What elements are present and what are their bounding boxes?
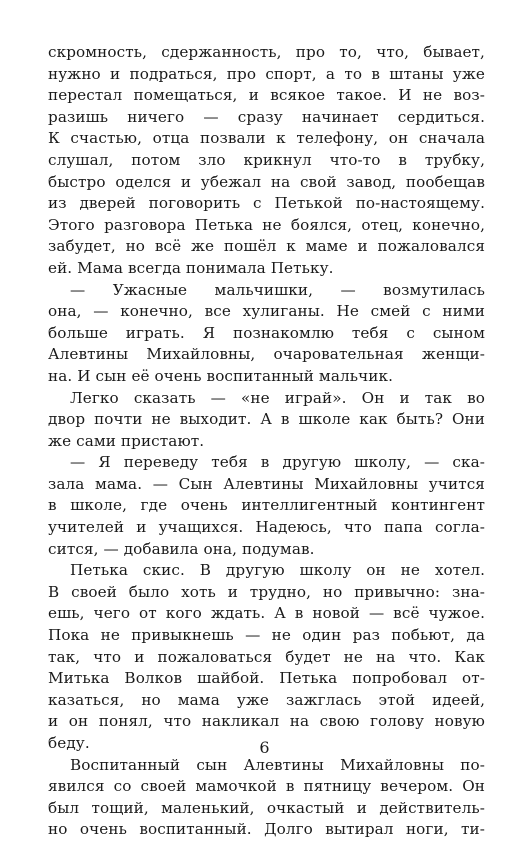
text-line: скромность, сдержанность, про то, что, бывает, (48, 43, 485, 61)
text-line: сится, — добавила она, подумав. (48, 539, 315, 558)
text-line: больше играть. Я познакомлю тебя с сыном (48, 323, 485, 342)
text-line: ешь, чего от кого ждать. А в новой — всё чужое. (48, 604, 485, 623)
text-line: В своей было хоть и трудно, но привычно: зна- (48, 582, 485, 601)
text-line: учителей и учащихся. Надеюсь, что папа согла- (48, 518, 485, 537)
text-line: Петька скис. В другую школу он не хотел. (70, 561, 485, 580)
text-line: К счастью, отца позвали к телефону, он сначала (48, 129, 485, 148)
text-line: казаться, но мама уже зажглась этой идеей, (48, 690, 485, 709)
text-line: так, что и пожаловаться будет не на что. Как (48, 647, 485, 666)
body-text (48, 42, 485, 841)
text-line: был тощий, маленький, очкастый и действитель- (48, 798, 485, 817)
text-line: Воспитанный сын Алевтины Михайловны по- (70, 755, 485, 774)
text-line: — Ужасные мальчишки, — возмутилась (70, 280, 485, 299)
text-line: но очень воспитанный. Долго вытирал ноги, ти- (48, 820, 485, 839)
text-line: в школе, где очень интеллигентный контингент (48, 496, 485, 515)
page-number: 6 (259, 738, 270, 757)
text-line: и он понял, что накликал на свою голову новую (48, 712, 485, 731)
text-line: забудет, но всё же пошёл к маме и пожаловался (48, 237, 485, 256)
text-line: быстро оделся и убежал на свой завод, пообещав (48, 172, 485, 191)
text-line: Алевтины Михайловны, очаровательная женщи- (48, 345, 485, 364)
text-line: двор почти не выходит. А в школе как быть? Они (48, 410, 485, 429)
text-line: на. И сын её очень воспитанный мальчик. (48, 366, 393, 385)
text-line: перестал помещаться, и всякое такое. И не воз- (48, 86, 485, 105)
text-line: Легко сказать — «не играй». Он и так во (70, 388, 485, 407)
text-line: разишь ничего — сразу начинает сердиться. (48, 107, 485, 126)
text-line: зала мама. — Сын Алевтины Михайловны учится (48, 474, 485, 493)
text-line: она, — конечно, все хулиганы. Не смей с ними (48, 302, 485, 321)
text-line: же сами пристают. (48, 431, 205, 450)
text-line: из дверей поговорить с Петькой по-настоящему. (48, 194, 485, 213)
text-line: Этого разговора Петька не боялся, отец, конечно, (48, 215, 485, 234)
text-line: нужно и подраться, про спорт, а то в штаны уже (48, 64, 485, 83)
text-line: беду. (48, 734, 90, 752)
text-line: Митька Волков шайбой. Петька попробовал от- (48, 669, 485, 688)
text-line: ей. Мама всегда понимала Петьку. (48, 258, 334, 277)
text-line: Пока не привыкнешь — не один раз побьют, да (48, 626, 485, 645)
text-line: — Я переведу тебя в другую школу, — ска- (70, 453, 485, 472)
text-line: явился со своей мамочкой в пятницу вечером. Он (48, 777, 485, 796)
text-line: слушал, потом зло крикнул что-то в трубку, (48, 150, 485, 169)
